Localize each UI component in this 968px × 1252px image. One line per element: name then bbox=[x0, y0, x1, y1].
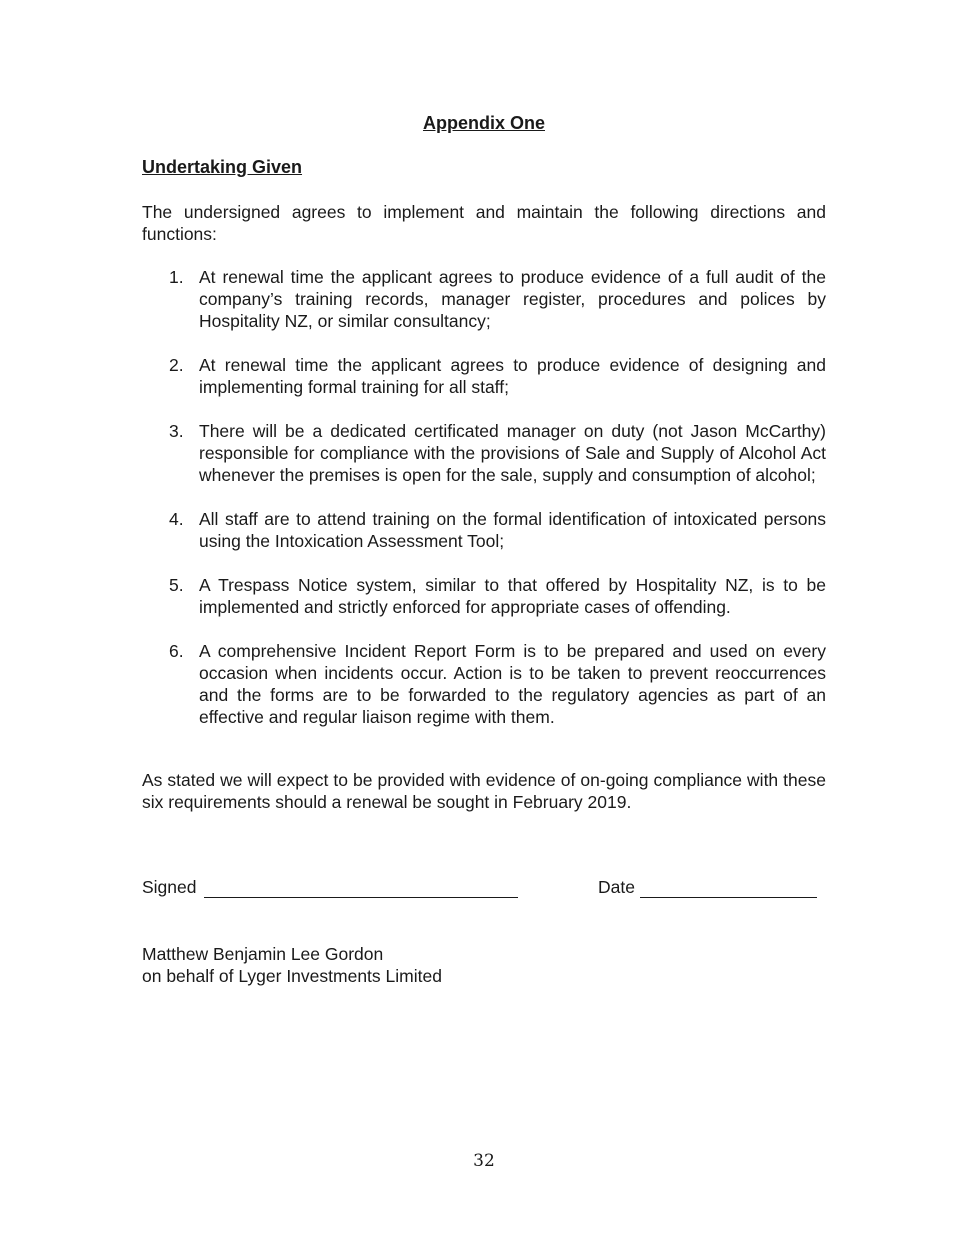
undertakings-list bbox=[142, 266, 826, 750]
signatory-organization: on behalf of Lyger Investments Limited bbox=[142, 966, 442, 986]
list-item-number: 4. bbox=[169, 509, 184, 529]
date-line bbox=[640, 897, 817, 898]
list-item-text: A Trespass Notice system, similar to that offered by Hospitality NZ, is to be implemented and strictly enforced for appropriate cases of offending. bbox=[199, 575, 826, 617]
date-label: Date bbox=[598, 877, 635, 897]
signature-row bbox=[142, 877, 826, 903]
list-item-text: At renewal time the applicant agrees to produce evidence of a full audit of the company’s training records, manager register, procedures and polices by Hospitality NZ, or similar consultancy; bbox=[199, 267, 826, 331]
list-item-number: 3. bbox=[169, 421, 184, 441]
list-item bbox=[142, 574, 826, 618]
signed-label: Signed bbox=[142, 877, 197, 897]
list-item bbox=[142, 420, 826, 486]
list-item bbox=[142, 640, 826, 728]
list-item-number: 6. bbox=[169, 641, 184, 661]
list-item-text: At renewal time the applicant agrees to produce evidence of designing and implementing formal training for all staff; bbox=[199, 355, 826, 397]
list-item bbox=[142, 508, 826, 552]
list-item-number: 5. bbox=[169, 575, 184, 595]
list-item bbox=[142, 266, 826, 332]
section-heading: Undertaking Given bbox=[142, 157, 303, 177]
page-number: 32 bbox=[473, 1151, 495, 1171]
intro-paragraph: The undersigned agrees to implement and maintain the following directions and functions: bbox=[142, 202, 826, 244]
signature-line bbox=[204, 897, 518, 898]
appendix-title: Appendix One bbox=[422, 113, 545, 133]
list-item-text: A comprehensive Incident Report Form is to be prepared and used on every occasion when incidents occur. Action is to be taken to prevent reoccurrences and the forms are to be forwarded to the regulatory agencies as part of an effective and regular liaison regime with them. bbox=[199, 641, 826, 727]
list-item-text: There will be a dedicated certificated manager on duty (not Jason McCarthy) responsible for compliance with the provisions of Sale and Supply of Alcohol Act whenever the premises is open for the sale, supply and consumption of alcohol; bbox=[199, 421, 826, 485]
list-item-text: All staff are to attend training on the formal identification of intoxicated persons using the Intoxication Assessment Tool; bbox=[199, 509, 826, 551]
signatory-block bbox=[142, 943, 442, 987]
signatory-name: Matthew Benjamin Lee Gordon bbox=[142, 944, 384, 964]
list-item-number: 1. bbox=[169, 267, 184, 287]
closing-paragraph: As stated we will expect to be provided with evidence of on-going compliance with these six requirements should a renewal be sought in February 2019. bbox=[142, 770, 826, 812]
list-item bbox=[142, 354, 826, 398]
list-item-number: 2. bbox=[169, 355, 184, 375]
